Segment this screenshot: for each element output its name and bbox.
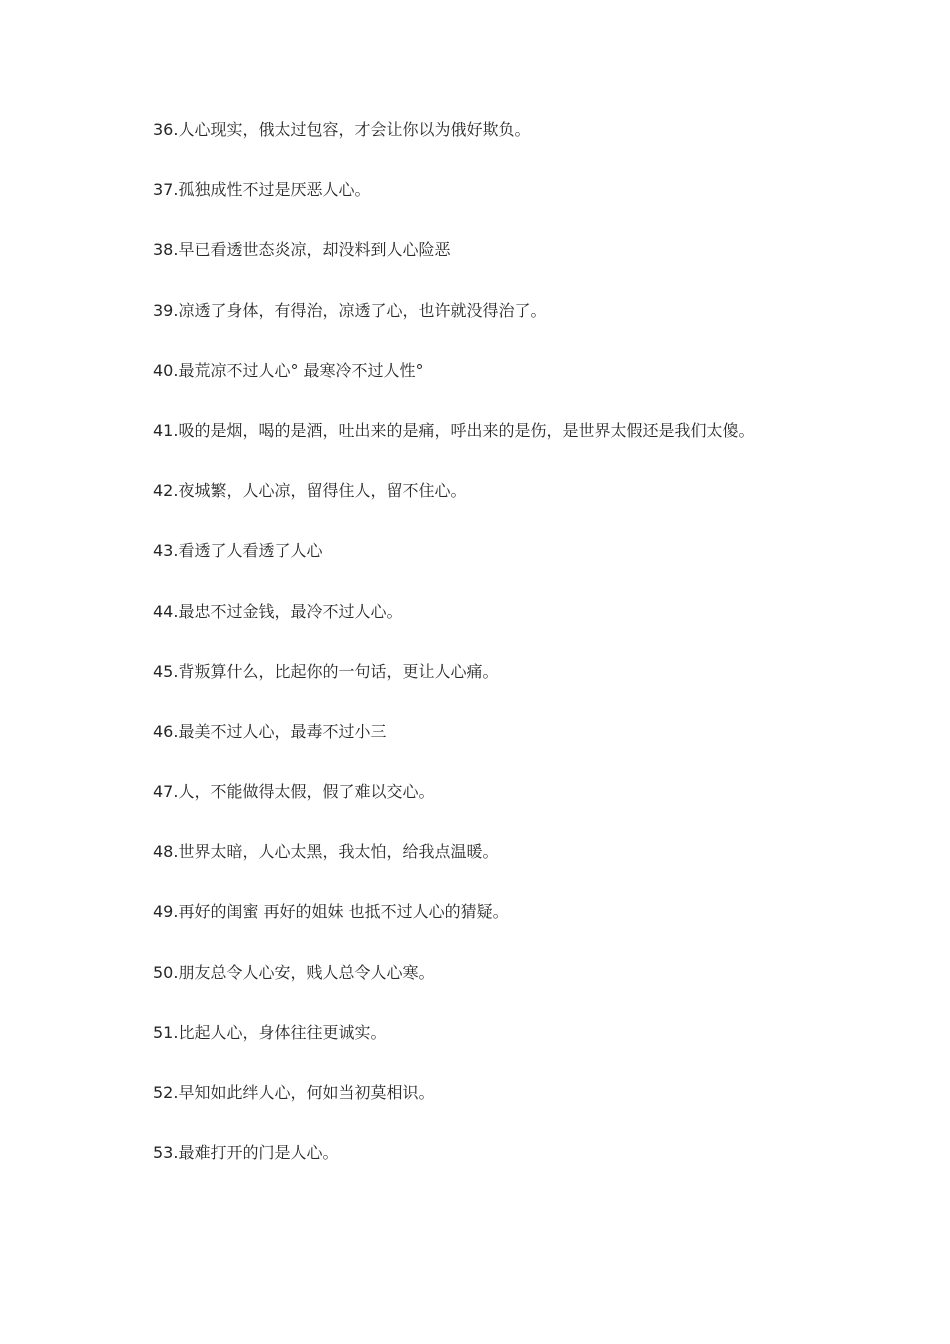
quote-line-50: 50.朋友总令人心安，贱人总令人心寒。 <box>153 962 435 982</box>
quote-line-46: 46.最美不过人心，最毒不过小三 <box>153 721 387 741</box>
quote-line-51: 51.比起人心，身体往往更诚实。 <box>153 1022 387 1042</box>
quote-line-49: 49.再好的闺蜜 再好的姐妹 也抵不过人心的猜疑。 <box>153 902 509 922</box>
quote-line-53: 53.最难打开的门是人心。 <box>153 1143 339 1163</box>
quote-line-39: 39.凉透了身体，有得治，凉透了心，也许就没得治了。 <box>153 300 547 320</box>
quote-line-41: 41.吸的是烟，喝的是酒，吐出来的是痛，呼出来的是伤，是世界太假还是我们太傻。 <box>153 420 755 440</box>
quote-line-47: 47.人，不能做得太假，假了难以交心。 <box>153 782 435 802</box>
quote-list <box>153 118 893 1201</box>
quote-line-45: 45.背叛算什么，比起你的一句话，更让人心痛。 <box>153 661 499 681</box>
quote-line-40: 40.最荒凉不过人心° 最寒冷不过人性° <box>153 360 424 380</box>
quote-line-37: 37.孤独成性不过是厌恶人心。 <box>153 180 371 200</box>
quote-line-38: 38.早已看透世态炎凉，却没料到人心险恶 <box>153 240 451 260</box>
quote-line-52: 52.早知如此绊人心，何如当初莫相识。 <box>153 1083 435 1102</box>
quote-line-36: 36.人心现实，俄太过包容，才会让你以为俄好欺负。 <box>153 120 531 139</box>
quote-line-42: 42.夜城繁，人心凉，留得住人，留不住心。 <box>153 481 467 501</box>
quote-line-44: 44.最忠不过金钱，最冷不过人心。 <box>153 601 403 621</box>
quote-line-48: 48.世界太暗，人心太黑，我太怕，给我点温暖。 <box>153 842 499 862</box>
quote-line-43: 43.看透了人看透了人心 <box>153 541 323 561</box>
